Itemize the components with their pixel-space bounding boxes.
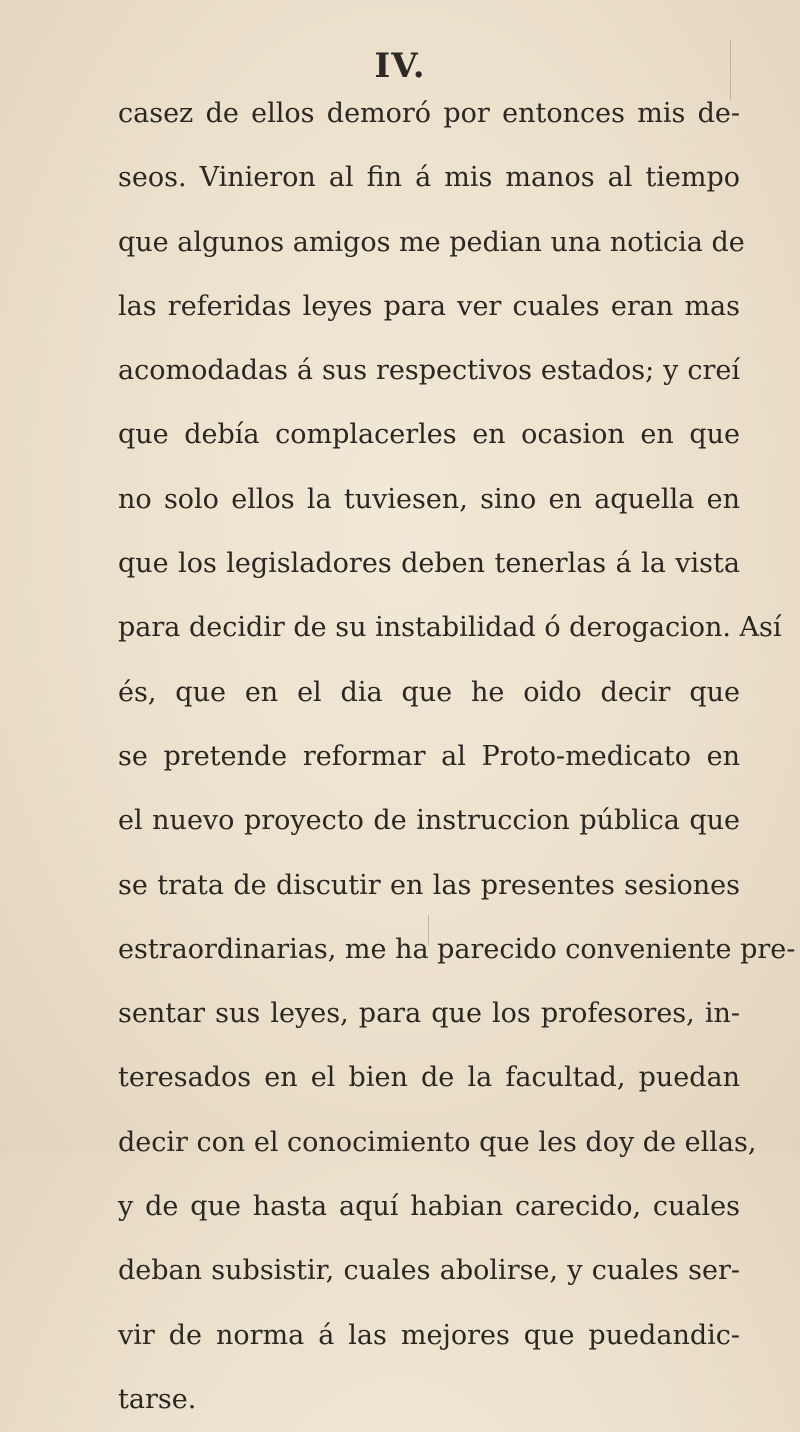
- body-text: [118, 82, 796, 1432]
- text-line: deban subsistir, cuales abolirse, y cuales ser-: [118, 1255, 740, 1287]
- text-line: se pretende reformar al Proto-medicato en: [118, 740, 740, 772]
- text-line: el nuevo proyecto de instruccion pública que: [118, 805, 740, 837]
- text-line: seos. Vinieron al fin á mis manos al tiempo: [118, 162, 740, 194]
- text-line: vir de norma á las mejores que puedandic-: [118, 1319, 740, 1351]
- text-line: que los legisladores deben tenerlas á la vista: [118, 548, 740, 580]
- text-line: casez de ellos demoró por entonces mis de-: [118, 98, 740, 129]
- text-line-last: tarse.: [118, 1383, 197, 1415]
- text-line: teresados en el bien de la facultad, puedan: [118, 1062, 740, 1094]
- text-line: que debía complacerles en ocasion en que: [118, 419, 740, 451]
- text-line: acomodadas á sus respectivos estados; y creí: [118, 355, 740, 387]
- text-line: que algunos amigos me pedian una noticia de: [118, 226, 745, 258]
- text-line: és, que en el dia que he oido decir que: [118, 676, 740, 708]
- text-line: decir con el conocimiento que les doy de ellas,: [118, 1126, 757, 1158]
- text-line: las referidas leyes para ver cuales eran mas: [118, 290, 740, 322]
- paper-crease-mark: [730, 40, 731, 100]
- text-line: para decidir de su instabilidad ó derogacion. Así: [118, 612, 782, 644]
- page-header-numeral: IV.: [374, 46, 426, 86]
- text-line: estraordinarias, me ha parecido conveniente pre-: [118, 933, 796, 965]
- text-line: y de que hasta aquí habian carecido, cuales: [118, 1191, 740, 1223]
- text-line: no solo ellos la tuviesen, sino en aquella en: [118, 483, 740, 515]
- paper-crease-mark: [428, 915, 429, 945]
- text-line: sentar sus leyes, para que los profesores, in-: [118, 998, 740, 1030]
- text-line: se trata de discutir en las presentes sesiones: [118, 869, 740, 901]
